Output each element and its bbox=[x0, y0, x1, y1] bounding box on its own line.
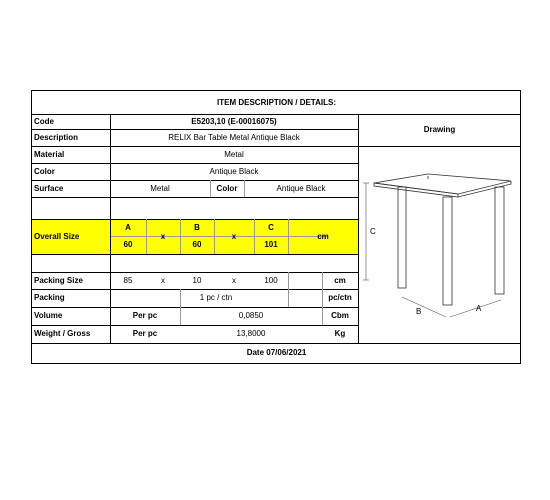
overall-size-c-value: 101 bbox=[264, 240, 278, 249]
overall-size-x1: x bbox=[160, 231, 166, 241]
volume-unit: Cbm bbox=[331, 311, 349, 320]
packing-size-v3: 100 bbox=[264, 275, 278, 285]
volume-label: Volume bbox=[34, 311, 63, 320]
weight-unit: Kg bbox=[334, 329, 346, 338]
packing-size-unit: cm bbox=[334, 275, 346, 285]
color-value: Antique Black bbox=[209, 166, 259, 176]
overall-size-b-label: B bbox=[194, 222, 200, 232]
date-footer: Date 07/06/2021 bbox=[246, 348, 307, 357]
packing-size-v1: 85 bbox=[123, 275, 133, 285]
weight-label: Weight / Gross bbox=[34, 329, 91, 338]
overall-size-c-label: C bbox=[268, 222, 274, 232]
drawing-label: Drawing bbox=[423, 125, 456, 134]
table-top bbox=[374, 174, 511, 194]
left-leg bbox=[398, 187, 406, 288]
weight-value: 13,8000 bbox=[236, 329, 266, 338]
label-a: A bbox=[476, 304, 482, 313]
weight-per: Per pc bbox=[132, 329, 158, 338]
volume-per: Per pc bbox=[132, 311, 158, 320]
volume-value: 0,0850 bbox=[238, 311, 264, 320]
table-drawing bbox=[358, 149, 521, 343]
code-value: E5203,10 (E-00016075) bbox=[191, 116, 277, 126]
sheet-header: ITEM DESCRIPTION / DETAILS: bbox=[217, 97, 336, 107]
overall-size-a-value: 60 bbox=[123, 240, 133, 249]
description-label: Description bbox=[34, 132, 79, 142]
surface-label: Surface bbox=[34, 183, 64, 193]
packing-size-x1: x bbox=[161, 275, 165, 285]
table-top-edge bbox=[374, 183, 458, 197]
description-value: RELIX Bar Table Metal Antique Black bbox=[168, 132, 300, 142]
surface-color-label: Color bbox=[216, 183, 238, 193]
packing-label: Packing bbox=[34, 293, 65, 302]
front-leg bbox=[443, 197, 452, 305]
packing-size-x2: x bbox=[232, 275, 236, 285]
packing-unit: pc/ctn bbox=[328, 293, 352, 302]
material-label: Material bbox=[34, 149, 65, 159]
overall-size-label: Overall Size bbox=[34, 231, 80, 241]
overall-size-unit: cm bbox=[317, 231, 329, 241]
packing-size-v2: 10 bbox=[192, 275, 202, 285]
material-value: Metal bbox=[224, 149, 244, 159]
right-leg bbox=[495, 187, 504, 294]
color-label: Color bbox=[34, 166, 55, 176]
overall-size-x2: x bbox=[231, 231, 237, 241]
packing-size-label: Packing Size bbox=[34, 275, 83, 285]
label-b: B bbox=[416, 307, 422, 316]
surface-value: Metal bbox=[150, 183, 170, 193]
code-label: Code bbox=[34, 116, 54, 126]
surface-color-value: Antique Black bbox=[276, 183, 326, 193]
overall-size-a-label: A bbox=[125, 222, 131, 232]
label-c: C bbox=[370, 227, 376, 236]
overall-size-b-value: 60 bbox=[192, 240, 202, 249]
packing-value: 1 pc / ctn bbox=[199, 293, 233, 302]
item-details-sheet bbox=[31, 90, 521, 364]
